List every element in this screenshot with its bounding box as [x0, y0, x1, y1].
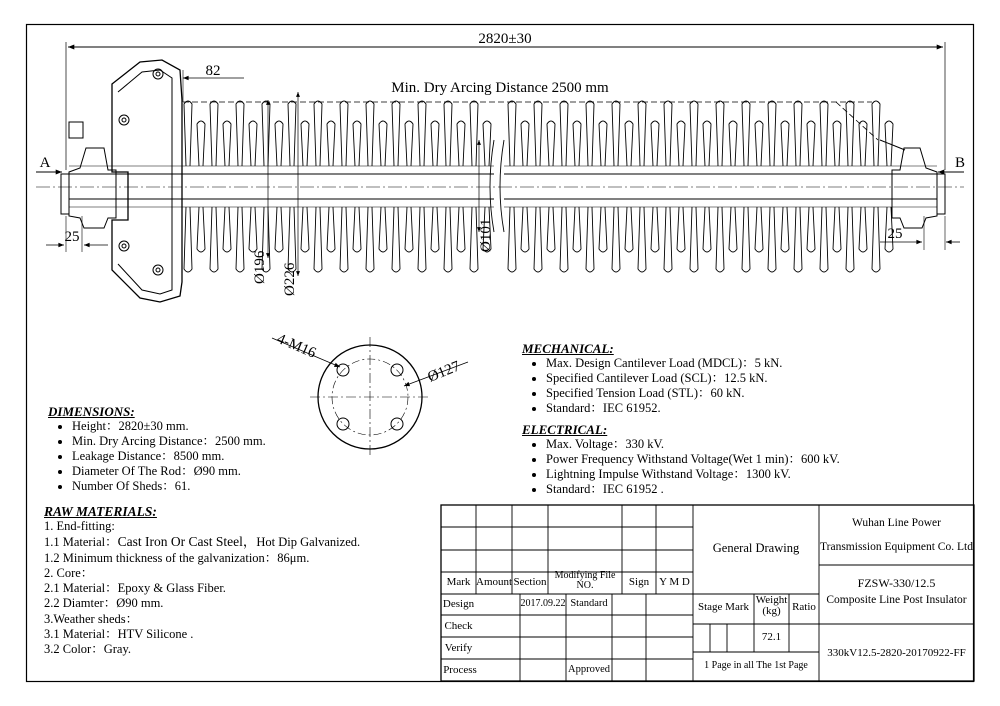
tb-weight-value: 72.1 — [761, 631, 782, 643]
shed-upper — [431, 121, 439, 166]
shed-lower — [275, 207, 283, 252]
shed-lower — [534, 207, 542, 272]
shed-lower — [703, 207, 711, 252]
shed-upper — [249, 121, 257, 166]
shed-upper — [794, 101, 802, 166]
shed-upper — [703, 121, 711, 166]
shed-lower — [716, 207, 724, 272]
core-rod — [69, 166, 937, 207]
dimensions-item: • Diameter Of The Rod：Ø90 mm. — [72, 464, 348, 479]
shed-upper — [353, 121, 361, 166]
section-a-label: A — [39, 155, 51, 171]
tb-ratio: Ratio — [792, 601, 816, 613]
raw-line: 1.2 Minimum thickness of the galvanization：86μm. — [44, 550, 310, 565]
tb-weight: Weight (kg) — [755, 594, 788, 617]
shed-lower — [301, 207, 309, 252]
shed-lower — [547, 207, 555, 252]
shed-upper — [807, 121, 815, 166]
tb-amount: Amount — [476, 576, 513, 588]
shed-upper — [677, 121, 685, 166]
shed-lower — [353, 207, 361, 252]
tb-company-line1: Wuhan Line Power — [852, 517, 941, 529]
shed-upper — [288, 101, 296, 166]
shed-upper — [872, 101, 880, 166]
raw-materials-title: RAW MATERIALS: — [44, 504, 157, 519]
electrical-item: • Lightning Impulse Withstand Voltage：1300 kV. — [546, 467, 942, 482]
dimensions-item: • Number Of Sheds：61. — [72, 479, 348, 494]
tb-mark: Mark — [446, 576, 471, 588]
dimensions-item: • Height：2820±30 mm. — [72, 419, 348, 434]
dimensions-item: • Leakage Distance：8500 mm. — [72, 449, 348, 464]
shed-upper — [262, 101, 270, 166]
shed-upper — [379, 121, 387, 166]
shed-upper — [184, 101, 192, 166]
shed-lower — [340, 207, 348, 272]
shed-upper — [327, 121, 335, 166]
shed-lower — [625, 207, 633, 252]
tb-model: FZSW-330/12.5 — [857, 576, 936, 590]
shed-upper — [508, 101, 516, 166]
tb-standard: Standard — [570, 598, 608, 609]
shed-lower — [366, 207, 374, 272]
shed-upper — [690, 101, 698, 166]
break-mark — [490, 140, 504, 232]
shed-lower — [249, 207, 257, 252]
shed-upper — [470, 101, 478, 166]
raw-materials-notes — [44, 504, 436, 658]
shed-upper — [405, 121, 413, 166]
shed-lower — [638, 207, 646, 272]
tb-ymd: Y M D — [659, 576, 690, 588]
shed-lower — [508, 207, 516, 272]
tb-check: Check — [444, 620, 473, 632]
shed-lower — [327, 207, 335, 252]
overall-length-text: 2820±30 — [478, 31, 532, 47]
shed-lower — [392, 207, 400, 272]
d226-text: Ø226 — [282, 262, 298, 296]
tb-process: Process — [443, 664, 477, 676]
shed-lower — [755, 207, 763, 252]
shed-upper — [223, 121, 231, 166]
dimensions-title: DIMENSIONS: — [48, 404, 135, 419]
shed-upper — [392, 101, 400, 166]
raw-line: 1.1 Material：Cast Iron Or Cast Steel，Hot Dip Galvanized. — [44, 534, 361, 550]
shed-upper — [859, 121, 867, 166]
shed-upper — [197, 121, 205, 166]
mechanical-item: • Specified Cantilever Load (SCL)：12.5 kN. — [546, 371, 942, 386]
shed-lower — [444, 207, 452, 272]
shed-lower — [820, 207, 828, 272]
raw-line: 2.1 Material：Epoxy & Glass Fiber. — [44, 581, 226, 596]
shed-upper — [340, 101, 348, 166]
shed-lower — [794, 207, 802, 272]
shed-lower — [612, 207, 620, 272]
d196-text: Ø196 — [252, 250, 268, 284]
raw-line: 2.2 Diamter：Ø90 mm. — [44, 596, 164, 611]
shed-upper — [534, 101, 542, 166]
shed-upper — [236, 101, 244, 166]
tb-drawing-no: 330kV12.5-2820-20170922-FF — [827, 647, 966, 659]
shed-upper — [742, 101, 750, 166]
shed-upper — [444, 101, 452, 166]
shed-upper — [599, 121, 607, 166]
shed-upper — [651, 121, 659, 166]
shed-upper — [210, 101, 218, 166]
shed-upper — [483, 121, 491, 166]
tb-modifying-file: Modifying File NO. — [554, 570, 616, 591]
shed-upper — [781, 121, 789, 166]
mechanical-item: • Max. Design Cantilever Load (MDCL)：5 kN. — [546, 356, 942, 371]
shed-upper — [457, 121, 465, 166]
raw-line: 3.1 Material：HTV Silicone . — [44, 627, 194, 642]
title-block — [441, 505, 974, 681]
shed-lower — [586, 207, 594, 272]
shed-upper — [612, 101, 620, 166]
shed-lower — [859, 207, 867, 252]
shed-upper — [275, 121, 283, 166]
shed-upper — [664, 101, 672, 166]
shed-upper — [755, 121, 763, 166]
d101-text: Ø101 — [478, 218, 494, 252]
end-left-text: 25 — [64, 229, 80, 245]
tb-product: Composite Line Post Insulator — [826, 594, 967, 606]
shed-upper — [521, 121, 529, 166]
shed-lower — [223, 207, 231, 252]
shed-lower — [418, 207, 426, 272]
dimensions-notes — [48, 404, 348, 494]
shed-upper — [820, 101, 828, 166]
shed-lower — [431, 207, 439, 252]
shed-lower — [314, 207, 322, 272]
shed-upper — [729, 121, 737, 166]
right-end-fitting — [880, 140, 945, 228]
weather-sheds — [184, 101, 893, 272]
tb-general-drawing: General Drawing — [712, 541, 800, 555]
shed-upper — [586, 101, 594, 166]
tb-date: 2017.09.22 — [520, 598, 566, 609]
shed-lower — [872, 207, 880, 272]
pcd-text: Ø127 — [425, 358, 463, 386]
shed-lower — [457, 207, 465, 252]
shed-lower — [807, 207, 815, 252]
electrical-item: • Max. Voltage：330 kV. — [546, 437, 942, 452]
electrical-title: ELECTRICAL: — [522, 422, 608, 437]
shed-upper — [638, 101, 646, 166]
shed-lower — [677, 207, 685, 252]
mechanical-notes — [522, 341, 942, 416]
shed-lower — [690, 207, 698, 272]
mechanical-item: • Specified Tension Load (STL)：60 kN. — [546, 386, 942, 401]
tb-verify: Verify — [444, 642, 473, 654]
shed-lower — [210, 207, 218, 272]
shed-lower — [833, 207, 841, 252]
section-b-label: B — [954, 155, 966, 171]
shed-lower — [664, 207, 672, 272]
shed-lower — [405, 207, 413, 252]
shed-upper — [846, 101, 854, 166]
end-right-text: 25 — [887, 226, 903, 242]
arcing-distance-text: Min. Dry Arcing Distance 2500 mm — [391, 80, 609, 96]
shed-lower — [197, 207, 205, 252]
shed-upper — [573, 121, 581, 166]
tb-stage-mark: Stage Mark — [697, 601, 749, 613]
mechanical-title: MECHANICAL: — [522, 341, 614, 356]
shed-lower — [379, 207, 387, 252]
raw-line: 3.Weather sheds： — [44, 611, 139, 626]
shed-upper — [314, 101, 322, 166]
tb-sign: Sign — [628, 576, 650, 588]
shed-upper — [833, 121, 841, 166]
shed-lower — [781, 207, 789, 252]
shed-lower — [651, 207, 659, 252]
tb-approved: Approved — [568, 664, 610, 675]
shed-upper — [301, 121, 309, 166]
shed-lower — [729, 207, 737, 252]
shed-upper — [418, 101, 426, 166]
shed-lower — [560, 207, 568, 272]
shed-upper — [366, 101, 374, 166]
electrical-item: • Power Frequency Withstand Voltage(Wet 1 min)：600 kV. — [546, 452, 942, 467]
shed-lower — [599, 207, 607, 252]
shed-lower — [742, 207, 750, 272]
shed-lower — [288, 207, 296, 272]
shed-lower — [184, 207, 192, 272]
shed-lower — [521, 207, 529, 252]
shed-upper — [625, 121, 633, 166]
raw-line: 1. End-fitting: — [44, 519, 115, 533]
shed-lower — [846, 207, 854, 272]
shed-upper — [547, 121, 555, 166]
shed-lower — [236, 207, 244, 272]
shed-upper — [716, 101, 724, 166]
shed-lower — [768, 207, 776, 272]
electrical-item: • Standard：IEC 61952 . — [546, 482, 942, 497]
shed-upper — [768, 101, 776, 166]
fitting-offset-text: 82 — [205, 63, 221, 79]
shed-upper — [560, 101, 568, 166]
bolts-text: 4-M16 — [274, 330, 319, 362]
tb-section: Section — [513, 576, 547, 588]
left-end-fitting — [61, 60, 182, 302]
tb-design: Design — [442, 598, 475, 610]
mechanical-item: • Standard：IEC 61952. — [546, 401, 942, 416]
raw-line: 2. Core： — [44, 565, 94, 580]
tb-pages: 1 Page in all The 1st Page — [704, 660, 808, 671]
shed-lower — [470, 207, 478, 272]
shed-lower — [573, 207, 581, 252]
tb-company-line2: Transmission Equipment Co. Ltd — [820, 541, 973, 553]
electrical-notes — [522, 422, 942, 497]
raw-line: 3.2 Color：Gray. — [44, 642, 132, 657]
dimensions-item: • Min. Dry Arcing Distance：2500 mm. — [72, 434, 348, 449]
